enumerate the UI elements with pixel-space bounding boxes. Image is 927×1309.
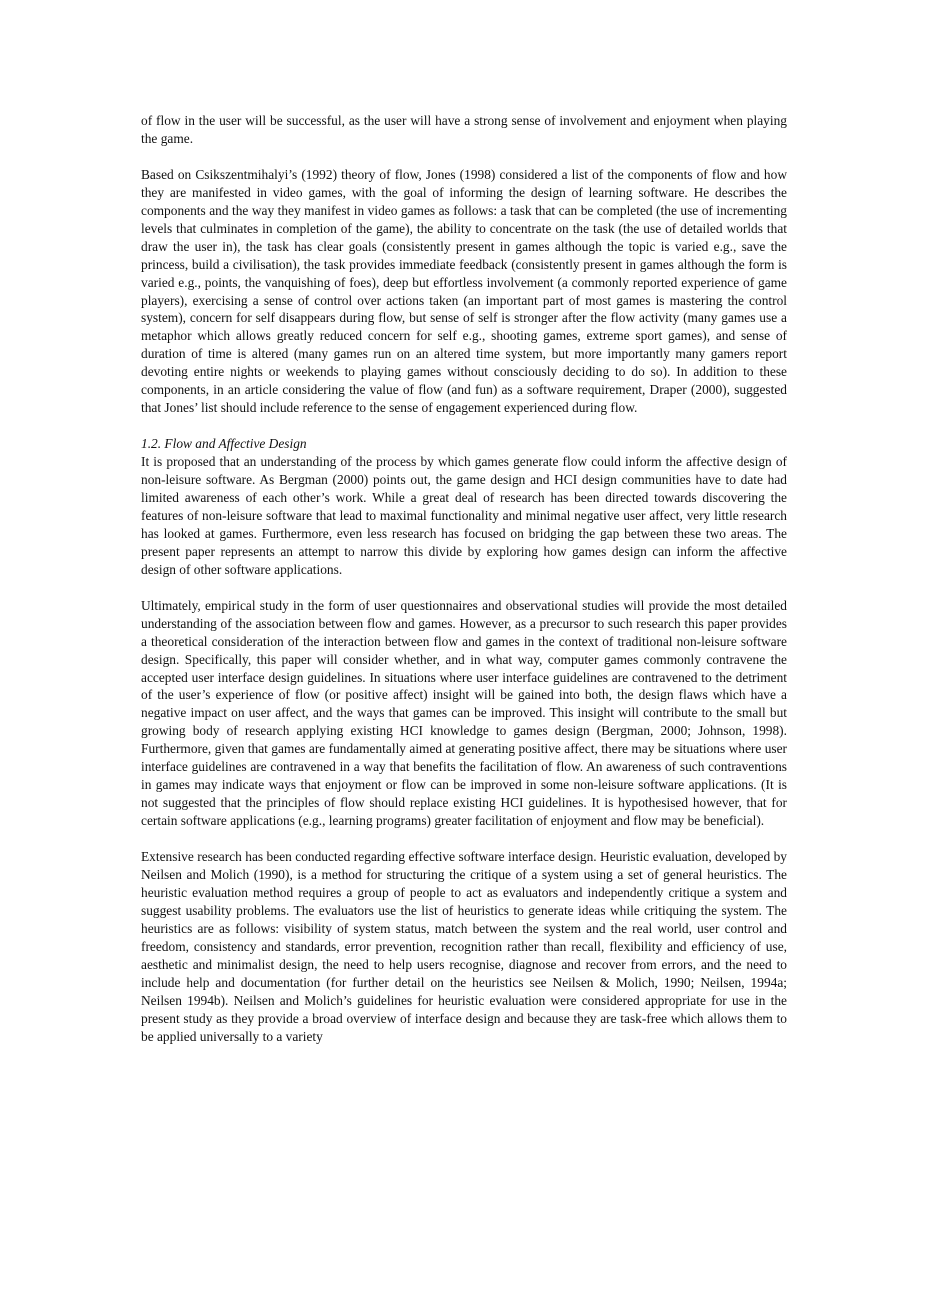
document-page	[141, 112, 787, 1046]
paragraph-empirical-study: Ultimately, empirical study in the form of user questionnaires and observational studies will provide the most detailed understanding of the association between flow and games. However, as a precursor to such research this paper provides a theoretical consideration of the interaction between flow and games in the context of traditional non-leisure software design. Specifically, this paper will consider whether, and in what way, computer games commonly contravene the accepted user interface design guidelines. In situations where user interface guidelines are contravened to the detriment of the user’s experience of flow (or positive affect) insight will be gained into both, the design flaws which have a negative impact on user affect, and the ways that games can be improved. This insight will contribute to the small but growing body of research applying existing HCI knowledge to games design (Bergman, 2000; Johnson, 1998). Furthermore, given that games are fundamentally aimed at generating positive affect, there may be situations where user interface guidelines are contravened in a way that benefits the facilitation of flow. An awareness of such contraventions in games may indicate ways that enjoyment or flow can be improved in some non-leisure software applications. (It is not suggested that the principles of flow should replace existing HCI guidelines. It is hypothesised however, that for certain software applications (e.g., learning programs) greater facilitation of enjoyment and flow may be beneficial).	[141, 597, 787, 829]
section-heading-flow-affective-design: 1.2. Flow and Affective Design	[141, 436, 307, 452]
paragraph-jones-flow-components: Based on Csikszentmihalyi’s (1992) theory of flow, Jones (1998) considered a list of the components of flow and how they are manifested in video games, with the goal of informing the design of learning software. He describes the components and the way they manifest in video games as follows: a task that can be completed (the use of incrementing levels that culminates in completion of the game), the ability to concentrate on the task (the use of detailed worlds that draw the user in), the task has clear goals (consistently present in games although the topic is varied e.g., save the princess, build a civilisation), the task provides immediate feedback (consistently present in games although the form is varied e.g., points, the vanquishing of foes), deep but effortless involvement (a commonly reported experience of game players), exercising a sense of control over actions taken (an important part of most games is mastering the control system), concern for self disappears during flow, but sense of self is stronger after the flow activity (many games use a metaphor which allows greatly reduced concern for self e.g., shooting games, extreme sport games), and sense of duration of time is altered (many games run on an altered time system, but more importantly many gamers report devoting entire nights or weekends to playing games without consciously deciding to do so). In addition to these components, in an article considering the value of flow (and fun) as a software requirement, Draper (2000), suggested that Jones’ list should include reference to the sense of engagement experienced during flow.	[141, 166, 787, 416]
paragraph-flow-intro-continuation: of flow in the user will be successful, as the user will have a strong sense of involvement and enjoyment when playing the game.	[141, 113, 787, 146]
paragraph-affective-design: It is proposed that an understanding of the process by which games generate flow could inform the affective design of non-leisure software. As Bergman (2000) points out, the game design and HCI design communities have to date had limited awareness of each other’s work. While a great deal of research has been directed towards discovering the features of non-leisure software that lead to maximal functionality and minimal negative user affect, very little research has looked at games. Furthermore, even less research has focused on bridging the gap between these two areas. The present paper represents an attempt to narrow this divide by exploring how games design can inform the affective design of other software applications.	[141, 454, 787, 577]
paragraph-heuristic-evaluation: Extensive research has been conducted regarding effective software interface design. Heuristic evaluation, developed by Neilsen and Molich (1990), is a method for structuring the critique of a system using a set of general heuristics. The heuristic evaluation method requires a group of people to act as evaluators and independently critique a system and suggest usability problems. The evaluators use the list of heuristics to generate ideas while critiquing the system. The heuristics are as follows: visibility of system status, match between the system and the real world, user control and freedom, consistency and standards, error prevention, recognition rather than recall, flexibility and efficiency of use, aesthetic and minimalist design, the need to help users recognise, diagnose and recover from errors, and the need to include help and documentation (for further detail on the heuristics see Neilsen & Molich, 1990; Neilsen, 1994a; Neilsen 1994b). Neilsen and Molich’s guidelines for heuristic evaluation were considered appropriate for use in the present study as they provide a broad overview of interface design and because they are task-free which allows them to be applied universally to a variety	[141, 849, 787, 1044]
